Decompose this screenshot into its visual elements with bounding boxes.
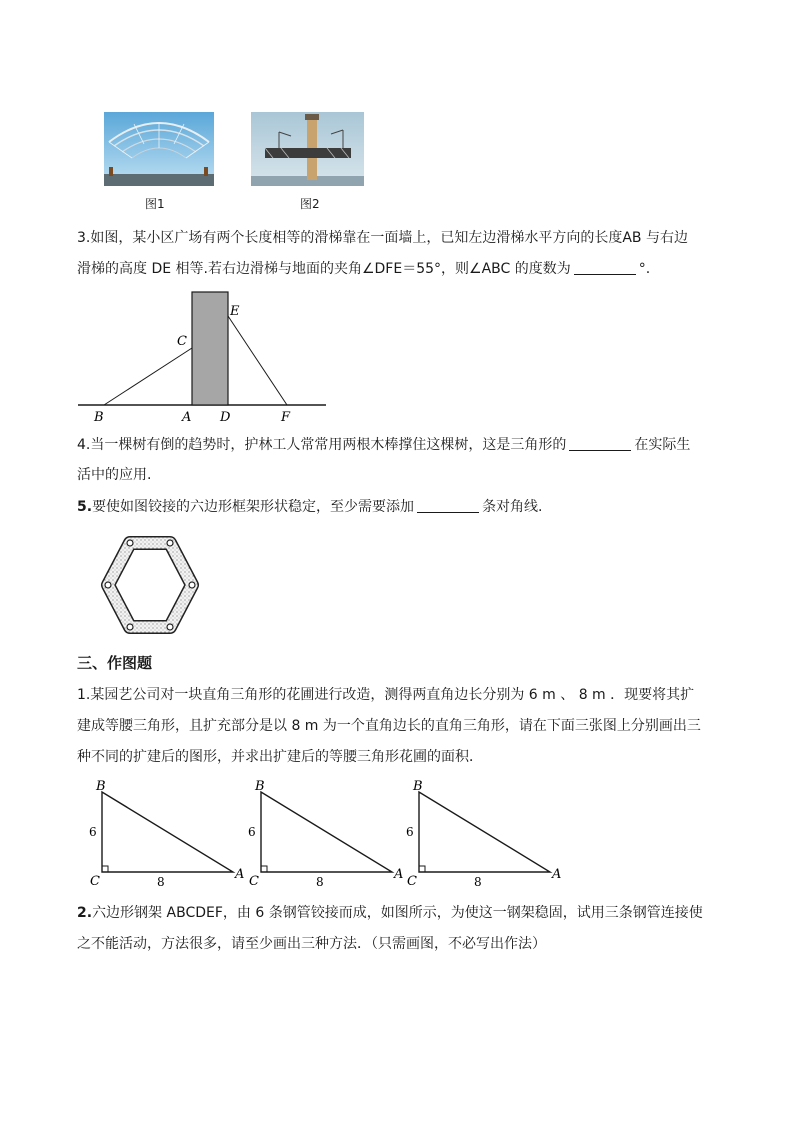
figure-1-caption: 图1: [145, 197, 165, 211]
left-slide-bc: [104, 348, 192, 405]
tri1-label-c: C: [90, 874, 100, 889]
p2-text: 六边形钢架 ABCDEF，由 6 条钢管铰接而成，如图所示，为使这一钢架稳固，试用三条钢管连接使: [92, 905, 703, 921]
right-triangle-2: [248, 779, 403, 889]
tri2-side-bc: 6: [248, 825, 256, 839]
steel-arch-frame-image: [104, 112, 214, 186]
figure-1-photo: [104, 112, 214, 186]
tri2-label-c: C: [249, 874, 259, 889]
label-b: B: [94, 410, 104, 425]
p1-line-1: 1.某园艺公司对一块直角三角形的花圃进行改造，测得两直角边长分别为 6 m 、 8 m ．现要将其扩: [77, 687, 695, 703]
q3-line-2: [77, 259, 650, 279]
right-triangle-1: [89, 779, 244, 889]
q5-text: 要使如图铰接的六边形框架形状稳定，至少需要添加: [92, 499, 415, 515]
tri3-label-c: C: [407, 874, 417, 889]
tri3-side-bc: 6: [406, 825, 414, 839]
p2-number: 2.: [77, 905, 93, 921]
q4-line-1: [77, 435, 690, 455]
p1-line-3: 种不同的扩建后的图形，并求出扩建后的等腰三角形花圃的面积．: [77, 749, 483, 765]
p1-line-2: 建成等腰三角形，且扩充部分是以 8 m 为一个直角边长的直角三角形，请在下面三张图上分别画出三: [77, 718, 701, 734]
wall: [192, 292, 228, 405]
q5-answer-blank[interactable]: [417, 498, 479, 513]
tri2-label-a: A: [394, 867, 404, 882]
slide-diagram: [74, 286, 334, 426]
right-triangle-3: [406, 779, 561, 889]
tri1-side-ca: 8: [157, 875, 165, 889]
q4-answer-blank[interactable]: [569, 436, 631, 451]
bridge-construction-image: [251, 112, 364, 186]
label-a: A: [182, 410, 192, 425]
q5-text-after: 条对角线.: [482, 499, 543, 515]
figure-2-caption: 图2: [300, 197, 320, 211]
tri3-label-a: A: [552, 867, 562, 882]
label-e: E: [230, 304, 240, 319]
q4-text: 4.当一棵树有倒的趋势时，护林工人常常用两根木棒撑住这棵树，这是三角形的: [77, 437, 567, 453]
p2-line-1: [77, 903, 703, 923]
hinged-hexagon-frame: [100, 535, 200, 635]
tri3-side-ca: 8: [474, 875, 482, 889]
tri1-label-b: B: [96, 779, 106, 794]
right-slide-ef: [228, 316, 287, 405]
q4-line-2: 活中的应用.: [77, 467, 152, 483]
right-triangles-group: [85, 778, 575, 890]
section-3-title: 三、作图题: [77, 654, 153, 672]
label-f: F: [281, 410, 291, 425]
q3-degree-suffix: °.: [638, 261, 651, 277]
label-c: C: [177, 334, 187, 349]
q3-answer-blank[interactable]: [574, 260, 636, 275]
figure-2-photo: [251, 112, 364, 186]
q4-text-after: 在实际生: [634, 437, 691, 453]
tri3-label-b: B: [413, 779, 423, 794]
tri1-label-a: A: [235, 867, 245, 882]
q3-text: 滑梯的高度 DE 相等.若右边滑梯与地面的夹角∠DFE＝55°，则∠ABC 的度数为: [77, 261, 571, 277]
q5-line: [77, 497, 543, 517]
p2-line-2: 之不能活动，方法很多，请至少画出三种方法．（只需画图，不必写出作法）: [77, 936, 546, 952]
q3-line-1: 3.如图，某小区广场有两个长度相等的滑梯靠在一面墙上，已知左边滑梯水平方向的长度AB 与右边: [77, 230, 688, 246]
tri1-side-bc: 6: [89, 825, 97, 839]
label-d: D: [220, 410, 231, 425]
tri2-label-b: B: [255, 779, 265, 794]
tri2-side-ca: 8: [316, 875, 324, 889]
q5-number: 5.: [77, 499, 93, 515]
